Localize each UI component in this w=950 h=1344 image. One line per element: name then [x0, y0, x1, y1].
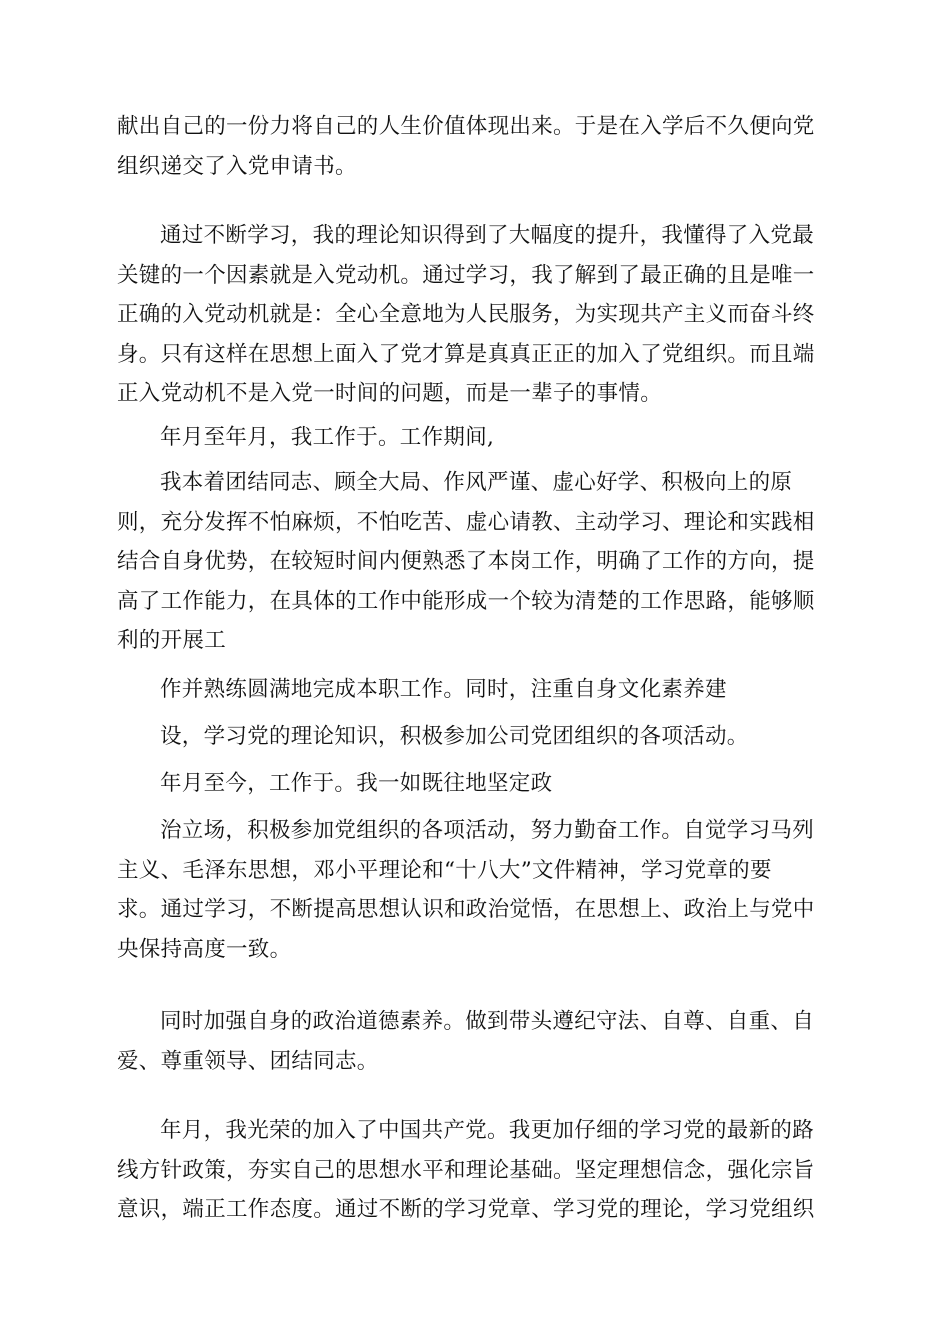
paragraph-line: 设，学习党的理论知识，积极参加公司党团组织的各项活动。	[160, 724, 749, 749]
paragraph-3	[117, 418, 833, 458]
paragraph-1	[117, 107, 833, 186]
paragraph-line: 献出自己的一份力将自己的人生价值体现出来。于是在入学后不久便向党	[117, 114, 815, 139]
paragraph-line: 身。只有这样在思想上面入了党才算是真真正正的加入了党组织。而且端	[117, 341, 815, 367]
paragraph-line: 年月至今，工作于。我一如既往地坚定政	[160, 771, 553, 796]
paragraph-7	[117, 764, 833, 804]
paragraph-6	[117, 717, 833, 757]
paragraph-line: 同时加强自身的政治道德素养。做到带头遵纪守法、自尊、自重、自	[160, 1009, 815, 1034]
paragraph-line: 我本着团结同志、顾全大局、作风严谨、虚心好学、积极向上的原	[160, 470, 793, 495]
paragraph-line: 年月至年月，我工作于。工作期间,	[160, 425, 495, 450]
paragraph-line: 结合自身优势，在较短时间内便熟悉了本岗工作，明确了工作的方向，提	[117, 549, 815, 575]
paragraph-line: 正入党动机不是入党一时间的问题，而是一辈子的事情。	[117, 381, 663, 407]
paragraph-2	[117, 216, 833, 414]
paragraph-line: 通过不断学习，我的理论知识得到了大幅度的提升，我懂得了入党最	[160, 223, 815, 248]
paragraph-line: 高了工作能力，在具体的工作中能形成一个较为清楚的工作思路，能够顺	[117, 588, 815, 614]
paragraph-line: 求。通过学习，不断提高思想认识和政治觉悟，在思想上、政治上与党中	[117, 897, 815, 923]
paragraph-line: 线方针政策，夯实自己的思想水平和理论基础。坚定理想信念，强化宗旨	[117, 1157, 815, 1183]
paragraph-9	[117, 1002, 833, 1081]
paragraph-line: 爱、尊重领导、团结同志。	[117, 1048, 379, 1074]
paragraph-line: 意识，端正工作态度。通过不断的学习党章、学习党的理论，学习党组织	[117, 1197, 815, 1223]
paragraph-10	[117, 1111, 833, 1230]
paragraph-4	[117, 463, 833, 661]
paragraph-line: 组织递交了入党申请书。	[117, 153, 357, 179]
paragraph-line: 利的开展工	[117, 628, 227, 654]
paragraph-line: 关键的一个因素就是入党动机。通过学习，我了解到了最正确的且是唯一	[117, 262, 815, 288]
paragraph-line: 主义、毛泽东思想，邓小平理论和“十八大”文件精神，学习党章的要	[117, 857, 772, 883]
paragraph-8	[117, 811, 833, 969]
paragraph-line: 作并熟练圆满地完成本职工作。同时，注重自身文化素养建	[160, 677, 727, 702]
paragraph-line: 年月，我光荣的加入了中国共产党。我更加仔细的学习党的最新的路	[160, 1118, 815, 1143]
paragraph-line: 央保持高度一致。	[117, 936, 292, 962]
paragraph-line: 则，充分发挥不怕麻烦，不怕吃苦、虚心请教、主动学习、理论和实践相	[117, 509, 815, 535]
paragraph-line: 治立场，积极参加党组织的各项活动，努力勤奋工作。自觉学习马列	[160, 818, 815, 843]
paragraph-line: 正确的入党动机就是：全心全意地为人民服务，为实现共产主义而奋斗终	[117, 302, 815, 328]
paragraph-5	[117, 670, 833, 710]
